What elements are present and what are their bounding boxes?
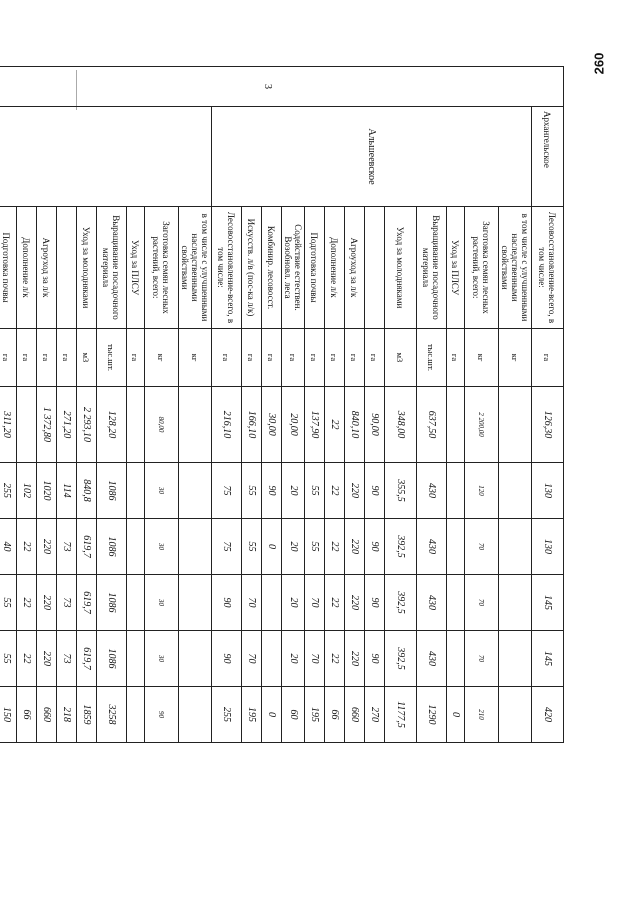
unit-cell: га bbox=[365, 329, 385, 387]
value-2016-cell: 430 bbox=[417, 631, 447, 687]
value-2012-cell: 128,20 bbox=[97, 387, 127, 463]
total-cell: 660 bbox=[345, 687, 365, 743]
total-cell: 660 bbox=[37, 687, 57, 743]
activity-name-cell: Содействие естествен. Возобновл. леса bbox=[282, 207, 305, 329]
activity-name-cell: Агроуход за л/к bbox=[345, 207, 365, 329]
value-2015-cell: 55 bbox=[0, 575, 17, 631]
total-cell: 66 bbox=[17, 687, 37, 743]
value-2012-cell: 216,10 bbox=[212, 387, 242, 463]
table-row bbox=[532, 67, 564, 843]
value-2016-cell: 20 bbox=[282, 631, 305, 687]
value-2014-cell: 619,7 bbox=[77, 519, 97, 575]
value-2012-cell: 80,00 bbox=[145, 387, 179, 463]
unit-cell: тыс.шт. bbox=[417, 329, 447, 387]
value-2013-cell: 75 bbox=[212, 463, 242, 519]
value-2014-cell: 20 bbox=[282, 519, 305, 575]
value-2015-cell: 619,7 bbox=[77, 575, 97, 631]
value-2016-cell: 30 bbox=[145, 631, 179, 687]
value-2014-cell: 55 bbox=[305, 519, 325, 575]
value-2012-cell: 126,30 bbox=[532, 387, 564, 463]
total-cell: 210 bbox=[465, 687, 499, 743]
activity-name-cell: Агроуход за л/к bbox=[37, 207, 57, 329]
value-2012-cell bbox=[499, 387, 532, 463]
value-2016-cell: 22 bbox=[17, 631, 37, 687]
value-2015-cell bbox=[179, 575, 212, 631]
value-2014-cell: 430 bbox=[417, 519, 447, 575]
value-2013-cell: 355,5 bbox=[385, 463, 417, 519]
total-cell: 195 bbox=[305, 687, 325, 743]
value-2014-cell: 22 bbox=[17, 519, 37, 575]
value-2015-cell: 1086 bbox=[97, 575, 127, 631]
unit-cell: тыс.шт. bbox=[97, 329, 127, 387]
unit-cell: кг bbox=[465, 329, 499, 387]
value-2015-cell: 145 bbox=[532, 575, 564, 631]
total-cell: 0 bbox=[262, 687, 282, 743]
value-2012-cell: 22 bbox=[325, 387, 345, 463]
activity-name-cell bbox=[365, 207, 385, 329]
value-2014-cell: 73 bbox=[57, 519, 77, 575]
page-number: 260 bbox=[591, 52, 607, 75]
value-2015-cell: 70 bbox=[305, 575, 325, 631]
activity-name-cell: Заготовка семян лесных растений, всего: bbox=[465, 207, 499, 329]
value-2013-cell: 102 bbox=[17, 463, 37, 519]
unit-cell: га bbox=[0, 329, 17, 387]
first-row-note-cell: Архангельское bbox=[532, 107, 564, 207]
unit-cell: га bbox=[212, 329, 242, 387]
activity-name-cell: Уход за молодняками bbox=[385, 207, 417, 329]
unit-cell: га bbox=[37, 329, 57, 387]
value-2013-cell: 220 bbox=[345, 463, 365, 519]
value-2013-cell: 22 bbox=[325, 463, 345, 519]
value-2013-cell: 430 bbox=[417, 463, 447, 519]
unit-cell: кг bbox=[499, 329, 532, 387]
value-2015-cell: 220 bbox=[345, 575, 365, 631]
value-2013-cell bbox=[179, 463, 212, 519]
value-2016-cell: 90 bbox=[365, 631, 385, 687]
unit-cell: га bbox=[262, 329, 282, 387]
total-cell: 66 bbox=[325, 687, 345, 743]
value-2015-cell bbox=[262, 575, 282, 631]
value-2015-cell: 90 bbox=[365, 575, 385, 631]
unit-cell: га bbox=[305, 329, 325, 387]
activity-name-cell: в том числе с улучшенными наследственными свойствами bbox=[179, 207, 212, 329]
unit-cell: га bbox=[17, 329, 37, 387]
value-2015-cell: 73 bbox=[57, 575, 77, 631]
table-row bbox=[179, 67, 212, 843]
forest-table-region bbox=[1, 66, 564, 842]
value-2014-cell: 90 bbox=[365, 519, 385, 575]
activity-name-cell: Уход за ПЛСУ bbox=[127, 207, 145, 329]
value-2014-cell bbox=[179, 519, 212, 575]
value-2013-cell: 1086 bbox=[97, 463, 127, 519]
value-2014-cell bbox=[499, 519, 532, 575]
value-2012-cell bbox=[447, 387, 465, 463]
value-2016-cell: 392,5 bbox=[385, 631, 417, 687]
unit-cell: м3 bbox=[77, 329, 97, 387]
value-2012-cell: 2 200,00 bbox=[465, 387, 499, 463]
total-cell: 150 bbox=[0, 687, 17, 743]
value-2016-cell bbox=[262, 631, 282, 687]
value-2015-cell: 90 bbox=[212, 575, 242, 631]
total-cell bbox=[179, 687, 212, 743]
activity-name-cell: Выращивание посадочного материала bbox=[417, 207, 447, 329]
value-2013-cell: 1020 bbox=[37, 463, 57, 519]
unit-cell: га bbox=[532, 329, 564, 387]
activity-name-cell: Комбинир. лесовосст. bbox=[262, 207, 282, 329]
value-2013-cell: 20 bbox=[282, 463, 305, 519]
value-2013-cell: 30 bbox=[145, 463, 179, 519]
value-2013-cell bbox=[127, 463, 145, 519]
value-2013-cell: 90 bbox=[262, 463, 282, 519]
total-cell bbox=[127, 687, 145, 743]
unit-cell: га bbox=[57, 329, 77, 387]
value-2013-cell: 840,8 bbox=[77, 463, 97, 519]
value-2012-cell: 90,00 bbox=[365, 387, 385, 463]
value-2012-cell: 637,50 bbox=[417, 387, 447, 463]
activity-name-cell: в том числе с улучшенными наследственными свойствами bbox=[499, 207, 532, 329]
value-2012-cell: 1 372,80 bbox=[37, 387, 57, 463]
value-2015-cell: 30 bbox=[145, 575, 179, 631]
value-2015-cell: 22 bbox=[325, 575, 345, 631]
value-2015-cell: 220 bbox=[37, 575, 57, 631]
value-2015-cell: 20 bbox=[282, 575, 305, 631]
activity-name-cell: Заготовка семян лесных растений, всего: bbox=[145, 207, 179, 329]
value-2012-cell: 30,00 bbox=[262, 387, 282, 463]
value-2012-cell: 20,00 bbox=[282, 387, 305, 463]
value-2013-cell: 114 bbox=[57, 463, 77, 519]
subject-number-cell: 3 bbox=[0, 67, 564, 107]
value-2013-cell bbox=[499, 463, 532, 519]
value-2015-cell: 430 bbox=[417, 575, 447, 631]
activity-name-cell: Выращивание посадочного материала bbox=[97, 207, 127, 329]
value-2012-cell: 311,20 bbox=[0, 387, 17, 463]
value-2012-cell bbox=[17, 387, 37, 463]
unit-cell: га bbox=[325, 329, 345, 387]
value-2012-cell: 2 293,10 bbox=[77, 387, 97, 463]
table-row bbox=[499, 67, 532, 843]
value-2014-cell: 1086 bbox=[97, 519, 127, 575]
value-2015-cell: 70 bbox=[465, 575, 499, 631]
activity-name-cell: Искусств. л/в (пос-ка л/к) bbox=[242, 207, 262, 329]
value-2012-cell: 166,10 bbox=[242, 387, 262, 463]
value-2015-cell bbox=[127, 575, 145, 631]
value-2016-cell bbox=[127, 631, 145, 687]
total-cell bbox=[499, 687, 532, 743]
total-cell: 255 bbox=[212, 687, 242, 743]
forest-table-rotated bbox=[1, 66, 564, 842]
total-cell: 60 bbox=[282, 687, 305, 743]
value-2012-cell: 271,20 bbox=[57, 387, 77, 463]
value-2016-cell: 70 bbox=[242, 631, 262, 687]
value-2015-cell bbox=[499, 575, 532, 631]
unit-cell: кг bbox=[179, 329, 212, 387]
value-2013-cell: 120 bbox=[465, 463, 499, 519]
unit-cell: га bbox=[345, 329, 365, 387]
value-2013-cell: 55 bbox=[305, 463, 325, 519]
activity-name-cell: Уход за ПЛСУ bbox=[447, 207, 465, 329]
unit-cell: га bbox=[242, 329, 262, 387]
value-2014-cell: 55 bbox=[242, 519, 262, 575]
total-cell: 1290 bbox=[417, 687, 447, 743]
value-2016-cell: 55 bbox=[0, 631, 17, 687]
region-blank-cell bbox=[0, 107, 212, 207]
unit-cell: га bbox=[447, 329, 465, 387]
value-2016-cell: 22 bbox=[325, 631, 345, 687]
value-2014-cell: 75 bbox=[212, 519, 242, 575]
total-cell: 420 bbox=[532, 687, 564, 743]
value-2013-cell bbox=[447, 463, 465, 519]
unit-cell: га bbox=[127, 329, 145, 387]
value-2016-cell: 90 bbox=[212, 631, 242, 687]
value-2013-cell: 255 bbox=[0, 463, 17, 519]
value-2016-cell: 70 bbox=[305, 631, 325, 687]
value-2016-cell: 220 bbox=[345, 631, 365, 687]
total-cell: 3258 bbox=[97, 687, 127, 743]
value-2014-cell: 70 bbox=[465, 519, 499, 575]
value-2012-cell: 137,90 bbox=[305, 387, 325, 463]
value-2016-cell bbox=[499, 631, 532, 687]
value-2014-cell: 220 bbox=[37, 519, 57, 575]
value-2012-cell: 348,00 bbox=[385, 387, 417, 463]
value-2014-cell: 30 bbox=[145, 519, 179, 575]
value-2013-cell: 90 bbox=[365, 463, 385, 519]
forest-table-body bbox=[0, 67, 564, 843]
activity-name-cell: Дополнение л/к bbox=[325, 207, 345, 329]
value-2015-cell bbox=[447, 575, 465, 631]
value-2016-cell: 70 bbox=[465, 631, 499, 687]
unit-cell: кг bbox=[145, 329, 179, 387]
total-cell: 270 bbox=[365, 687, 385, 743]
value-2016-cell: 73 bbox=[57, 631, 77, 687]
forest-activities-table bbox=[0, 66, 564, 843]
total-cell: 90 bbox=[145, 687, 179, 743]
activity-name-cell: Лесовосстановление-всего, в том числе: bbox=[532, 207, 564, 329]
activity-name-cell: Дополнение л/к bbox=[17, 207, 37, 329]
total-cell: 195 bbox=[242, 687, 262, 743]
value-2012-cell bbox=[179, 387, 212, 463]
value-2014-cell: 0 bbox=[262, 519, 282, 575]
value-2014-cell: 22 bbox=[325, 519, 345, 575]
total-cell: 1177,5 bbox=[385, 687, 417, 743]
value-2012-cell bbox=[127, 387, 145, 463]
value-2016-cell: 145 bbox=[532, 631, 564, 687]
activity-name-cell: Уход за молодняками bbox=[77, 207, 97, 329]
value-2014-cell: 392,5 bbox=[385, 519, 417, 575]
activity-name-cell: Подготовка почвы bbox=[0, 207, 17, 329]
value-2013-cell: 130 bbox=[532, 463, 564, 519]
value-2016-cell bbox=[447, 631, 465, 687]
value-2014-cell: 220 bbox=[345, 519, 365, 575]
value-2014-cell bbox=[447, 519, 465, 575]
total-cell: 1859 bbox=[77, 687, 97, 743]
value-2016-cell: 619,7 bbox=[77, 631, 97, 687]
value-2012-cell: 840,10 bbox=[345, 387, 365, 463]
value-2016-cell: 1086 bbox=[97, 631, 127, 687]
value-2014-cell: 130 bbox=[532, 519, 564, 575]
activity-name-cell: Лесовосстановление-всего, в том числе: bbox=[212, 207, 242, 329]
value-2016-cell bbox=[179, 631, 212, 687]
value-2016-cell: 220 bbox=[37, 631, 57, 687]
value-2014-cell bbox=[127, 519, 145, 575]
value-2013-cell: 55 bbox=[242, 463, 262, 519]
value-2015-cell: 70 bbox=[242, 575, 262, 631]
unit-cell: м3 bbox=[385, 329, 417, 387]
value-2015-cell: 392,5 bbox=[385, 575, 417, 631]
activity-name-cell bbox=[57, 207, 77, 329]
total-cell: 218 bbox=[57, 687, 77, 743]
value-2014-cell: 40 bbox=[0, 519, 17, 575]
value-2015-cell: 22 bbox=[17, 575, 37, 631]
activity-name-cell: Подготовка почвы bbox=[305, 207, 325, 329]
region-cell: Альшеевское bbox=[212, 107, 532, 207]
total-cell: 0 bbox=[447, 687, 465, 743]
unit-cell: га bbox=[282, 329, 305, 387]
